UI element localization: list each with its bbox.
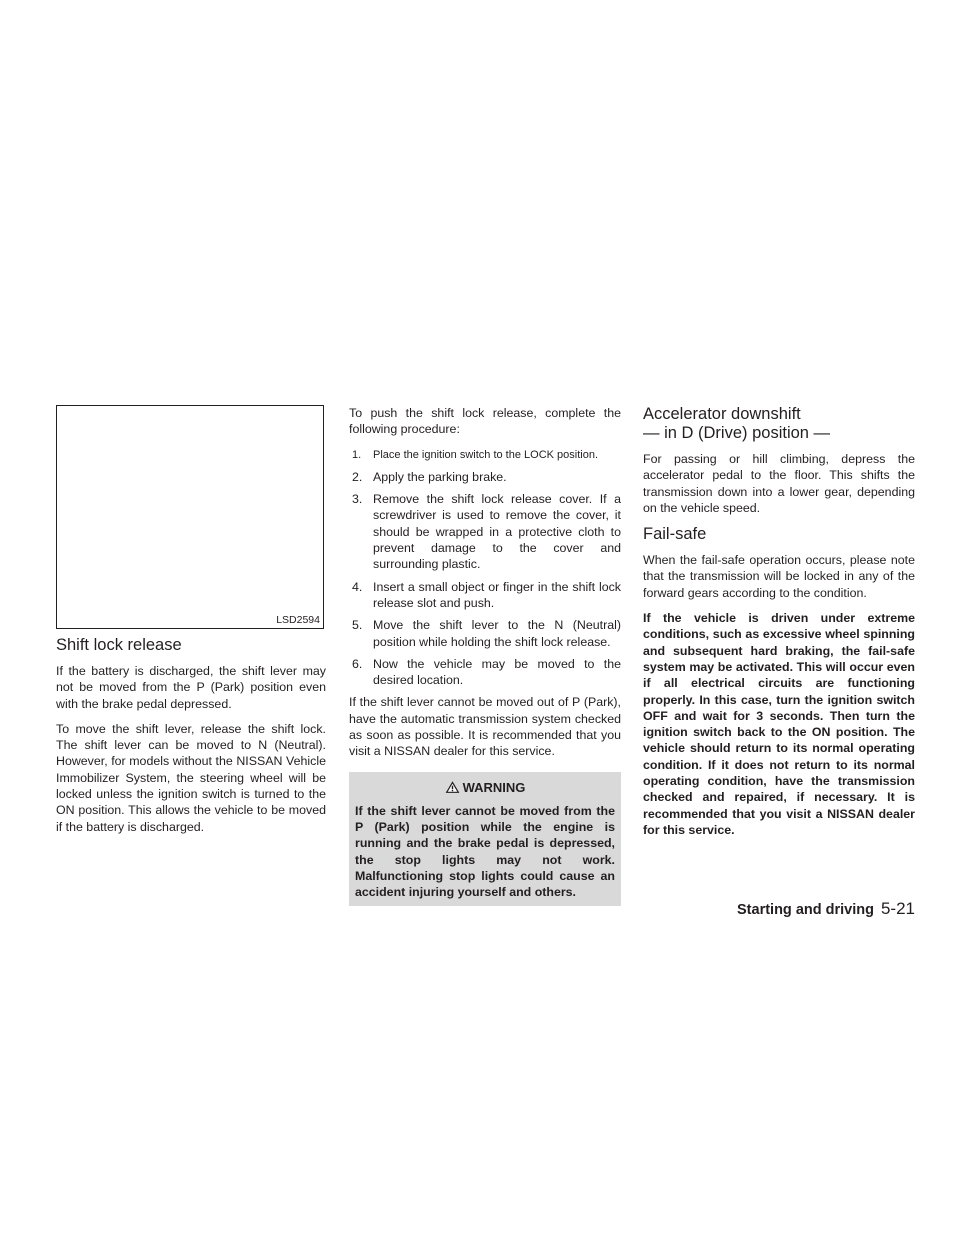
downshift-heading bbox=[643, 405, 915, 443]
warning-box bbox=[349, 772, 621, 907]
right-column bbox=[643, 405, 915, 847]
shift-lock-para-1: If the battery is discharged, the shift lever may not be moved from the P (Park) position even with the brake pedal depressed. bbox=[56, 664, 326, 711]
failsafe-bold-text: If the vehicle is driven under extreme conditions, such as excessive wheel spinning and subsequent hard braking, the fail-safe system may be activated. This will occur even if all electrical circuits are functioning properly. In this case, turn the ignition switch OFF and wait for 3 seconds. Then turn the ignition switch back to the ON position. The vehicle should return to its normal operating condition. If it does not return to its normal operating condition, have the transmission checked and repaired, if necessary. It is recommended that you visit a NISSAN dealer for this service. bbox=[643, 611, 915, 837]
warning-title: WARNING bbox=[462, 779, 526, 795]
failsafe-text: When the fail-safe operation occurs, please note that the transmission will be locked in any of the forward gears according to the condition. bbox=[643, 553, 915, 600]
downshift-heading-line-2: — in D (Drive) position — bbox=[643, 424, 831, 442]
warning-text: If the shift lever cannot be moved from the P (Park) position while the engine is running and the brake pedal is depressed, the stop lights may not work. Malfunctioning stop lights could cause an accident injuring yourself and others. bbox=[355, 803, 615, 900]
shift-lock-para-2: To move the shift lever, release the shift lock. The shift lever can be moved to N (Neutral). However, for models without the NISSAN Vehicle Immobilizer System, the steering wheel will be locked unless the ignition switch is turned to the ON position. This allows the vehicle to be moved if the battery is discharged. bbox=[56, 721, 326, 834]
step-number: 2. bbox=[352, 469, 363, 484]
step-text: Remove the shift lock release cover. If a screwdriver is used to remove the cover, it should be wrapped in a protective cloth to prevent damage to the cover and surrounding plastic. bbox=[373, 492, 621, 572]
downshift-text: For passing or hill climbing, depress the accelerator pedal to the floor. This shifts the transmission down into a lower gear, depending on the vehicle speed. bbox=[643, 452, 915, 515]
middle-column bbox=[349, 405, 621, 906]
procedure-intro: To push the shift lock release, complete the following procedure: bbox=[349, 406, 621, 437]
step-text: Now the vehicle may be moved to the desired location. bbox=[373, 656, 621, 688]
footer-section-title: Starting and driving bbox=[737, 902, 874, 918]
step-number: 3. bbox=[352, 492, 363, 507]
page-footer bbox=[737, 899, 915, 919]
step-text: Apply the parking brake. bbox=[373, 469, 507, 484]
failsafe-heading: Fail-safe bbox=[643, 525, 707, 544]
procedure-step bbox=[349, 469, 621, 485]
page-number: 5-21 bbox=[880, 899, 915, 918]
procedure-step bbox=[349, 447, 621, 463]
illustration-figure bbox=[56, 405, 324, 629]
procedure-after: If the shift lever cannot be moved out of P (Park), have the automatic transmission system checked as soon as possible. It is recommended that you visit a NISSAN dealer for this service. bbox=[349, 695, 621, 759]
warning-triangle-icon bbox=[445, 780, 460, 794]
procedure-step bbox=[349, 579, 621, 612]
step-number: 6. bbox=[352, 656, 363, 671]
shift-lock-heading: Shift lock release bbox=[56, 636, 182, 654]
downshift-heading-line-1: Accelerator downshift bbox=[643, 405, 801, 423]
procedure-step bbox=[349, 656, 621, 689]
step-text: Place the ignition switch to the LOCK position. bbox=[373, 448, 599, 461]
step-text: Move the shift lever to the N (Neutral) position while holding the shift lock release. bbox=[373, 618, 621, 649]
procedure-list bbox=[349, 447, 621, 689]
figure-id: LSD2594 bbox=[276, 614, 320, 626]
procedure-step bbox=[349, 491, 621, 572]
step-number: 4. bbox=[352, 579, 363, 594]
step-number: 5. bbox=[352, 618, 363, 633]
step-text: Insert a small object or finger in the shift lock release slot and push. bbox=[373, 579, 621, 610]
left-column bbox=[56, 405, 326, 844]
step-number: 1. bbox=[352, 448, 362, 461]
procedure-step bbox=[349, 617, 621, 650]
warning-header bbox=[355, 780, 615, 795]
